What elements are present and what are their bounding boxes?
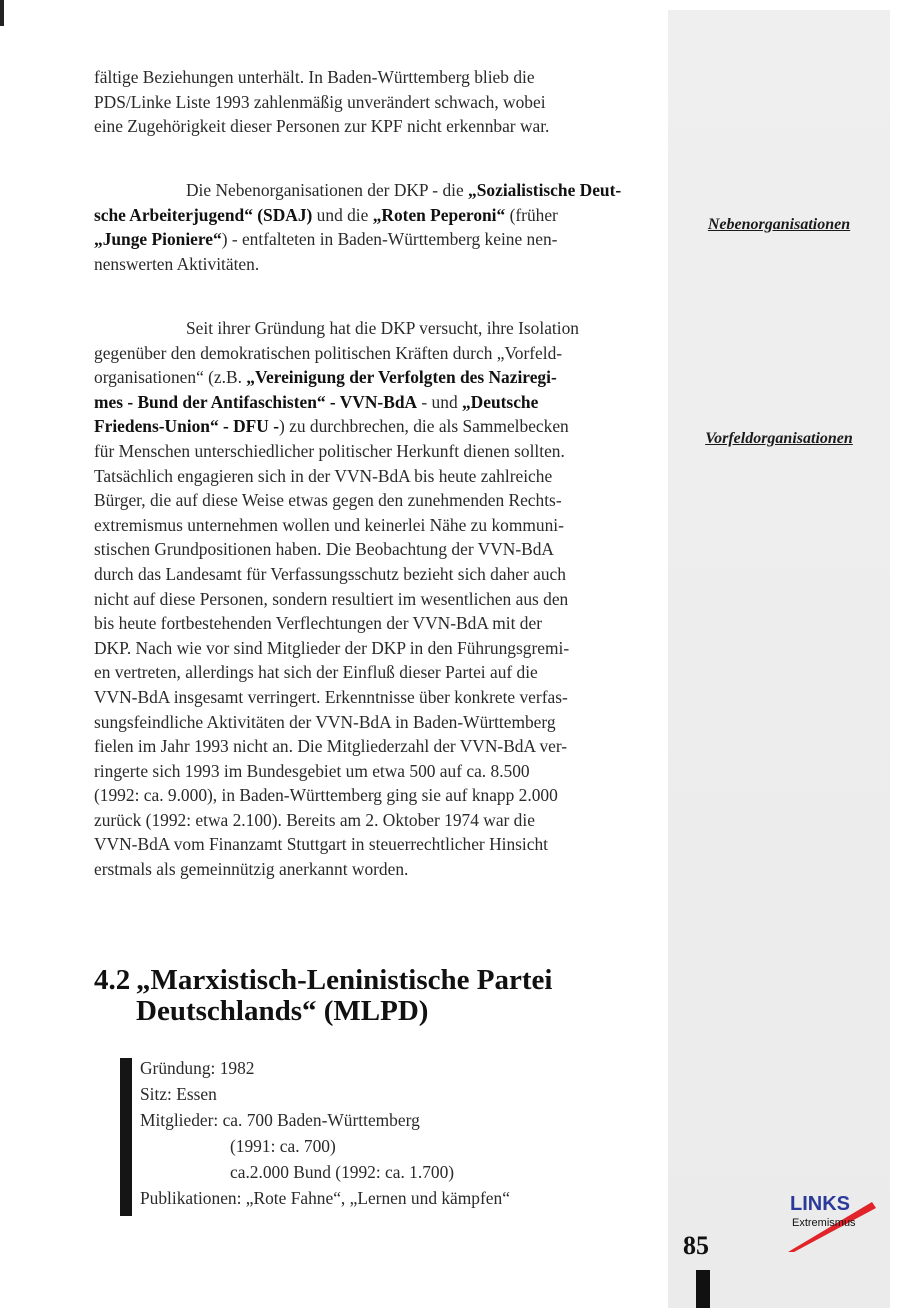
text-run: - und bbox=[417, 391, 462, 412]
margin-sidebar bbox=[668, 10, 890, 1308]
bold-term: mes - Bund der Antifaschisten“ - VVN-BdA bbox=[94, 391, 418, 412]
fact-members-1991: (1991: ca. 700) bbox=[230, 1136, 336, 1156]
page-marker-bar bbox=[696, 1270, 710, 1308]
page-number: 85 bbox=[683, 1231, 709, 1260]
margin-note-vorfeldorganisationen: Vorfeldorganisationen bbox=[705, 430, 853, 447]
text-run: nenswerten Aktivitäten. bbox=[94, 253, 260, 274]
text-line: zurück (1992: etwa 2.100). Bereits am 2. Oktober 1974 war die bbox=[94, 809, 535, 830]
fact-seat: Sitz: Essen bbox=[140, 1084, 217, 1104]
text-run: organisationen“ (z.B. bbox=[94, 367, 247, 388]
bold-term: „Deutsche bbox=[461, 391, 539, 412]
text-line: VVN-BdA vom Finanzamt Stuttgart in steuerrechtlicher Hinsicht bbox=[94, 834, 548, 855]
fact-box-bar bbox=[120, 1058, 132, 1216]
fact-box bbox=[140, 1055, 660, 1211]
text-line: eine Zugehörigkeit dieser Personen zur KPF nicht erkennbar war. bbox=[94, 116, 550, 137]
text-line: extremismus unternehmen wollen und keinerlei Nähe zu kommuni- bbox=[94, 514, 564, 535]
text-run: (früher bbox=[505, 204, 558, 225]
paragraph-1 bbox=[94, 65, 646, 139]
text-line: en vertreten, allerdings hat sich der Einfluß dieser Partei auf die bbox=[94, 662, 538, 683]
links-extremismus-logo bbox=[770, 1188, 882, 1252]
section-heading bbox=[94, 965, 654, 1027]
paragraph-3 bbox=[94, 316, 646, 882]
text-run: Die Nebenorganisationen der DKP - die bbox=[186, 180, 469, 200]
bold-term: sche Arbeiterjugend“ (SDAJ) bbox=[94, 204, 313, 225]
text-line: fielen im Jahr 1993 nicht an. Die Mitgliederzahl der VVN-BdA ver- bbox=[94, 736, 568, 757]
section-number: 4.2 bbox=[94, 964, 131, 996]
bold-term: „Sozialistische Deut- bbox=[468, 180, 622, 200]
text-line: (1992: ca. 9.000), in Baden-Württemberg ging sie auf knapp 2.000 bbox=[94, 785, 558, 806]
logo-word-extremismus: Extremismus bbox=[792, 1217, 856, 1229]
text-line: Tatsächlich engagieren sich in der VVN-BdA bis heute zahlreiche bbox=[94, 465, 553, 486]
bold-term: „Junge Pioniere“ bbox=[94, 229, 222, 250]
crop-mark bbox=[0, 0, 4, 26]
text-line: für Menschen unterschiedlicher politischer Herkunft dienen sollten. bbox=[94, 440, 565, 461]
text-line: sungsfeindliche Aktivitäten der VVN-BdA in Baden-Württemberg bbox=[94, 711, 556, 732]
text-run: und die bbox=[312, 204, 373, 225]
fact-members-federal: ca.2.000 Bund (1992: ca. 1.700) bbox=[230, 1162, 455, 1182]
text-line: ringerte sich 1993 im Bundesgebiet um etwa 500 auf ca. 8.500 bbox=[94, 760, 530, 781]
text-line: VVN-BdA insgesamt verringert. Erkenntnisse über konkrete verfas- bbox=[94, 686, 568, 707]
margin-note-nebenorganisationen: Nebenorganisationen bbox=[707, 216, 851, 233]
fact-founding: Gründung: 1982 bbox=[140, 1058, 255, 1078]
section-title-line-2: Deutschlands“ (MLPD) bbox=[136, 995, 429, 1027]
text-run: ) zu durchbrechen, die als Sammelbecken bbox=[279, 416, 569, 437]
text-run: ) - entfalteten in Baden-Württemberg keine nen- bbox=[221, 229, 558, 250]
logo-word-links: LINKS bbox=[790, 1193, 850, 1215]
bold-term: „Vereinigung der Verfolgten des Naziregi- bbox=[246, 367, 557, 388]
text-line: fältige Beziehungen unterhält. In Baden-Württemberg blieb die bbox=[94, 67, 535, 87]
text-line: durch das Landesamt für Verfassungsschutz bezieht sich daher auch bbox=[94, 563, 566, 584]
bold-term: „Roten Peperoni“ bbox=[372, 204, 506, 225]
text-line: bis heute fortbestehenden Verflechtungen der VVN-BdA mit der bbox=[94, 613, 543, 634]
paragraph-2 bbox=[94, 178, 646, 276]
text-line: Bürger, die auf diese Weise etwas gegen den zunehmenden Rechts- bbox=[94, 490, 562, 511]
text-line: erstmals als gemeinnützig anerkannt worden. bbox=[94, 859, 409, 880]
text-line: DKP. Nach wie vor sind Mitglieder der DKP in den Führungsgremi- bbox=[94, 637, 570, 658]
text-run: gegenüber den demokratischen politischen Kräften durch „Vorfeld- bbox=[94, 342, 563, 363]
bold-term: Friedens-Union“ - DFU - bbox=[94, 416, 280, 437]
text-line: nicht auf diese Personen, sondern resultiert im wesentlichen aus den bbox=[94, 588, 569, 609]
fact-members: Mitglieder: ca. 700 Baden-Württemberg bbox=[140, 1110, 420, 1130]
text-line: PDS/Linke Liste 1993 zahlenmäßig unverändert schwach, wobei bbox=[94, 91, 546, 112]
text-run: Seit ihrer Gründung hat die DKP versucht, ihre Isolation bbox=[186, 318, 579, 338]
text-line: stischen Grundpositionen haben. Die Beobachtung der VVN-BdA bbox=[94, 539, 554, 560]
section-title-line-1: „Marxistisch-Leninistische Partei bbox=[136, 964, 553, 996]
fact-publications: Publikationen: „Rote Fahne“, „Lernen und kämpfen“ bbox=[140, 1188, 510, 1208]
